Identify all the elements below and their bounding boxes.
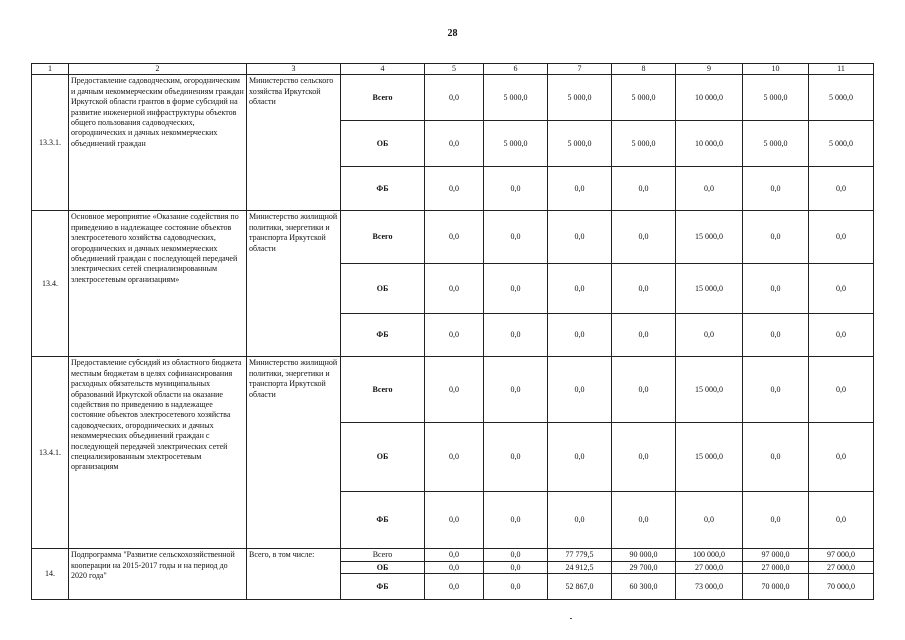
header-cell: 7 — [548, 64, 612, 75]
header-cell: 11 — [809, 64, 874, 75]
funding-source: ФБ — [341, 574, 425, 600]
value-cell: 15 000,0 — [676, 357, 743, 423]
value-cell: 0,0 — [612, 314, 676, 357]
value-cell: 10 000,0 — [676, 75, 743, 121]
funding-source: ОБ — [341, 121, 425, 167]
value-cell: 0,0 — [743, 264, 809, 314]
value-cell: 0,0 — [425, 492, 484, 549]
value-cell: 0,0 — [548, 314, 612, 357]
value-cell: 5 000,0 — [484, 121, 548, 167]
item-code: 13.4. — [32, 211, 69, 357]
table-row — [32, 357, 874, 423]
value-cell: 0,0 — [425, 211, 484, 264]
value-cell: 0,0 — [548, 423, 612, 492]
value-cell: 0,0 — [425, 121, 484, 167]
scan-mark — [570, 618, 572, 619]
value-cell: 97 000,0 — [809, 549, 874, 562]
value-cell: 0,0 — [425, 167, 484, 211]
value-cell: 0,0 — [548, 357, 612, 423]
funding-source: Всего — [341, 75, 425, 121]
value-cell: 24 912,5 — [548, 562, 612, 574]
value-cell: 70 000,0 — [809, 574, 874, 600]
value-cell: 0,0 — [743, 423, 809, 492]
value-cell: 0,0 — [548, 211, 612, 264]
funding-source: Всего — [341, 211, 425, 264]
budget-table — [31, 63, 874, 600]
funding-source: ОБ — [341, 423, 425, 492]
value-cell: 27 000,0 — [743, 562, 809, 574]
value-cell: 0,0 — [484, 492, 548, 549]
value-cell: 15 000,0 — [676, 211, 743, 264]
value-cell: 29 700,0 — [612, 562, 676, 574]
value-cell: 0,0 — [612, 423, 676, 492]
funding-source: Всего — [341, 549, 425, 562]
value-cell: 0,0 — [484, 574, 548, 600]
value-cell: 70 000,0 — [743, 574, 809, 600]
value-cell: 0,0 — [484, 211, 548, 264]
value-cell: 0,0 — [809, 167, 874, 211]
table-row — [32, 211, 874, 264]
value-cell: 97 000,0 — [743, 549, 809, 562]
value-cell: 0,0 — [676, 314, 743, 357]
value-cell: 0,0 — [743, 167, 809, 211]
value-cell: 0,0 — [809, 211, 874, 264]
value-cell: 0,0 — [809, 423, 874, 492]
value-cell: 0,0 — [484, 357, 548, 423]
value-cell: 0,0 — [425, 75, 484, 121]
value-cell: 0,0 — [425, 314, 484, 357]
value-cell: 5 000,0 — [548, 121, 612, 167]
value-cell: 0,0 — [809, 492, 874, 549]
header-cell: 2 — [69, 64, 247, 75]
item-code: 13.3.1. — [32, 75, 69, 211]
value-cell: 0,0 — [425, 574, 484, 600]
value-cell: 0,0 — [484, 562, 548, 574]
value-cell: 0,0 — [743, 211, 809, 264]
value-cell: 5 000,0 — [612, 75, 676, 121]
funding-source: Всего — [341, 357, 425, 423]
table-row — [32, 549, 874, 562]
value-cell: 0,0 — [425, 549, 484, 562]
value-cell: 0,0 — [743, 492, 809, 549]
value-cell: 0,0 — [484, 314, 548, 357]
header-cell: 9 — [676, 64, 743, 75]
value-cell: 0,0 — [743, 314, 809, 357]
value-cell: 90 000,0 — [612, 549, 676, 562]
item-description: Предоставление субсидий из областного бюджета местным бюджетам в целях софинансирования расходных обязательств муниципальных образований Иркутской области на оказание содействия по приведению в надлежащее состояние объектов электросетевого хозяйства садоводческих, огороднических и дачных некоммерческих объединений граждан с последующей передачей электрических сетей специализированным электросетевым организациям — [69, 357, 247, 549]
item-organization: Министерство жилищной политики, энергетики и транспорта Иркутской области — [247, 211, 341, 357]
value-cell: 0,0 — [612, 264, 676, 314]
value-cell: 5 000,0 — [612, 121, 676, 167]
value-cell: 5 000,0 — [743, 75, 809, 121]
value-cell: 0,0 — [548, 264, 612, 314]
header-cell: 1 — [32, 64, 69, 75]
funding-source: ФБ — [341, 167, 425, 211]
value-cell: 100 000,0 — [676, 549, 743, 562]
funding-source: ФБ — [341, 492, 425, 549]
value-cell: 5 000,0 — [484, 75, 548, 121]
value-cell: 27 000,0 — [809, 562, 874, 574]
value-cell: 77 779,5 — [548, 549, 612, 562]
value-cell: 0,0 — [425, 423, 484, 492]
value-cell: 0,0 — [425, 562, 484, 574]
funding-source: ФБ — [341, 314, 425, 357]
item-organization: Всего, в том числе: — [247, 549, 341, 600]
value-cell: 0,0 — [484, 167, 548, 211]
item-code: 14. — [32, 549, 69, 600]
item-description: Подпрограмма "Развитие сельскохозяйственной кооперации на 2015-2017 годы и на период до 2020 года" — [69, 549, 247, 600]
item-description: Предоставление садоводческим, огородническим и дачным некоммерческим объединениям граждан Иркутской области грантов в форме субсидий на развитие инженерной инфраструктуры объектов общего пользования садоводческих, огороднических и дачных некоммерческих объединений граждан — [69, 75, 247, 211]
value-cell: 27 000,0 — [676, 562, 743, 574]
value-cell: 0,0 — [484, 423, 548, 492]
item-organization: Министерство сельского хозяйства Иркутской области — [247, 75, 341, 211]
value-cell: 0,0 — [425, 264, 484, 314]
value-cell: 5 000,0 — [809, 121, 874, 167]
item-code: 13.4.1. — [32, 357, 69, 549]
header-row — [32, 64, 874, 75]
value-cell: 52 867,0 — [548, 574, 612, 600]
value-cell: 0,0 — [612, 211, 676, 264]
value-cell: 0,0 — [548, 492, 612, 549]
value-cell: 0,0 — [612, 357, 676, 423]
value-cell: 0,0 — [484, 264, 548, 314]
value-cell: 0,0 — [425, 357, 484, 423]
funding-source: ОБ — [341, 264, 425, 314]
page-number: 28 — [447, 28, 458, 39]
funding-source: ОБ — [341, 562, 425, 574]
value-cell: 15 000,0 — [676, 423, 743, 492]
header-cell: 4 — [341, 64, 425, 75]
header-cell: 3 — [247, 64, 341, 75]
header-cell: 6 — [484, 64, 548, 75]
item-organization: Министерство жилищной политики, энергетики и транспорта Иркутской области — [247, 357, 341, 549]
header-cell: 5 — [425, 64, 484, 75]
value-cell: 73 000,0 — [676, 574, 743, 600]
value-cell: 0,0 — [743, 357, 809, 423]
value-cell: 0,0 — [809, 314, 874, 357]
value-cell: 5 000,0 — [743, 121, 809, 167]
value-cell: 0,0 — [809, 264, 874, 314]
value-cell: 0,0 — [612, 167, 676, 211]
value-cell: 0,0 — [809, 357, 874, 423]
value-cell: 15 000,0 — [676, 264, 743, 314]
table-row — [32, 75, 874, 121]
value-cell: 60 300,0 — [612, 574, 676, 600]
value-cell: 10 000,0 — [676, 121, 743, 167]
header-cell: 8 — [612, 64, 676, 75]
value-cell: 5 000,0 — [809, 75, 874, 121]
value-cell: 0,0 — [612, 492, 676, 549]
header-cell: 10 — [743, 64, 809, 75]
value-cell: 5 000,0 — [548, 75, 612, 121]
value-cell: 0,0 — [548, 167, 612, 211]
value-cell: 0,0 — [676, 492, 743, 549]
item-description: Основное мероприятие «Оказание содействия по приведению в надлежащее состояние объектов электросетевого хозяйства садоводческих, огороднических и дачных некоммерческих объединений граждан с последующей передачей электрических сетей специализированным электросетевым организациям» — [69, 211, 247, 357]
value-cell: 0,0 — [484, 549, 548, 562]
value-cell: 0,0 — [676, 167, 743, 211]
